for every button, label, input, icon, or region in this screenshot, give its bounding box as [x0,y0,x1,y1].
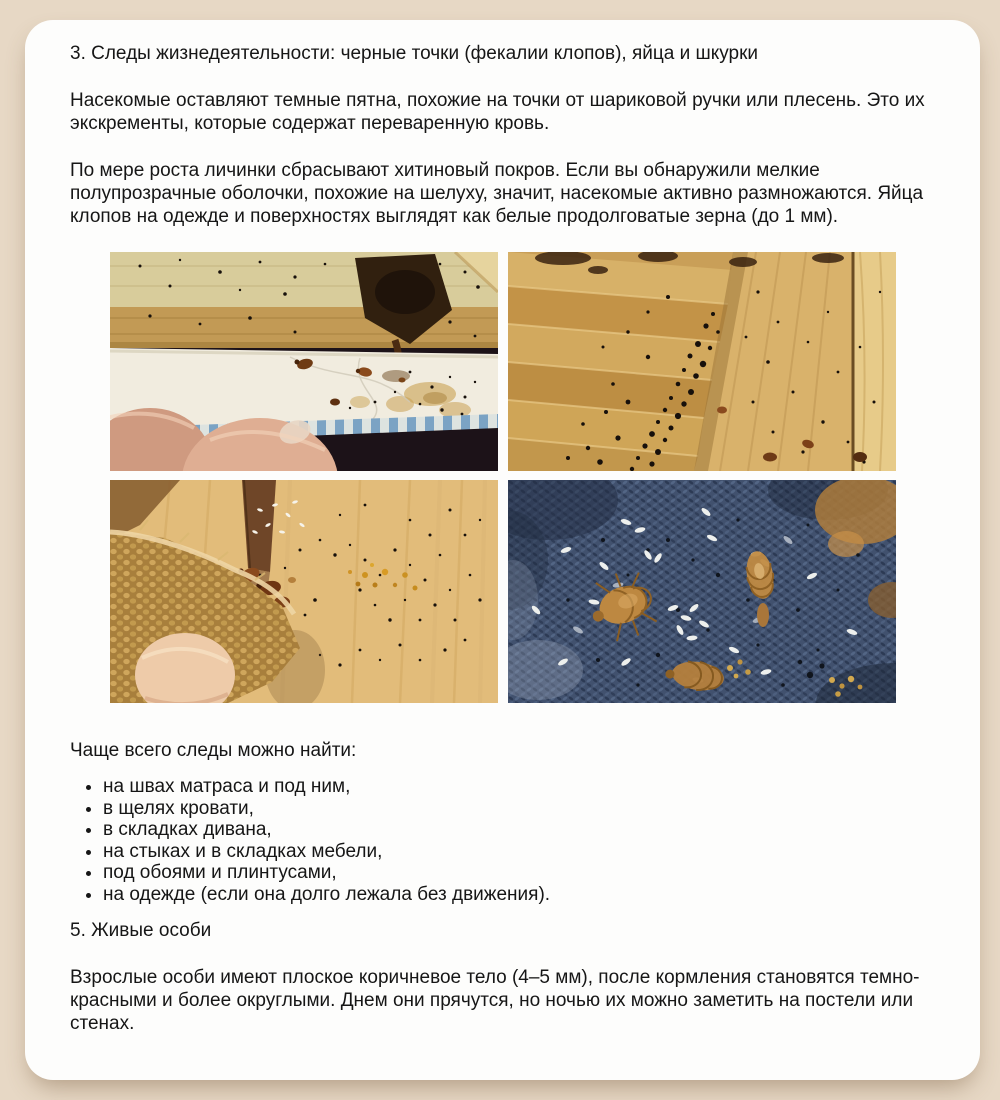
paragraph-live-bugs: Взрослые особи имеют плоское коричневое тело (4–5 мм), после кормления становятся темно-красными и более округлыми. Днем они прячутся, но ночью их можно заметить на постели или стенах. [70,967,920,1034]
paragraph-droppings: Насекомые оставляют темные пятна, похожие на точки от шариковой ручки или плесень. Это их экскременты, которые содержат переваренную кровь. [70,90,925,134]
photo-wood-corner-droppings-image [508,252,896,471]
section-5-heading: 5. Живые особи [70,920,212,941]
traces-list-item: • под обоями и плинтусами, [103,862,936,884]
traces-list-item: • на швах матраса и под ним, [103,776,936,798]
section-3-heading: 3. Следы жизнедеятельности: черные точки (фекалии клопов), яйца и шкурки [70,43,759,64]
photo-burlap-fold-bugs[interactable] [110,480,498,703]
article-card [25,20,980,1080]
traces-list-item: • на стыках и в складках мебели, [103,841,936,863]
photo-burlap-fold-bugs-image [110,480,498,703]
photo-mattress-seam-fingers[interactable] [110,252,498,471]
photo-mattress-seam-fingers-image [110,252,498,471]
photo-blue-fabric-eggs[interactable] [508,480,896,703]
photo-wood-corner-droppings[interactable] [508,252,896,471]
paragraph-skins-eggs: По мере роста личинки сбрасывают хитиновый покров. Если вы обнаружили мелкие полупрозрачные оболочки, похожие на шелуху, значит, насекомые активно размножаются. Яйца клопов на одежде и поверхностях выглядят как белые продолговатые зерна (до 1 мм). [70,160,924,227]
photo-gallery [110,252,896,703]
photo-blue-fabric-eggs-image [508,480,896,703]
traces-intro: Чаще всего следы можно найти: [70,740,357,761]
traces-list-item: • на одежде (если она долго лежала без движения). [103,884,936,906]
traces-list-item: • в щелях кровати, [103,798,936,820]
traces-list [70,776,936,905]
traces-list-item: • в складках дивана, [103,819,936,841]
